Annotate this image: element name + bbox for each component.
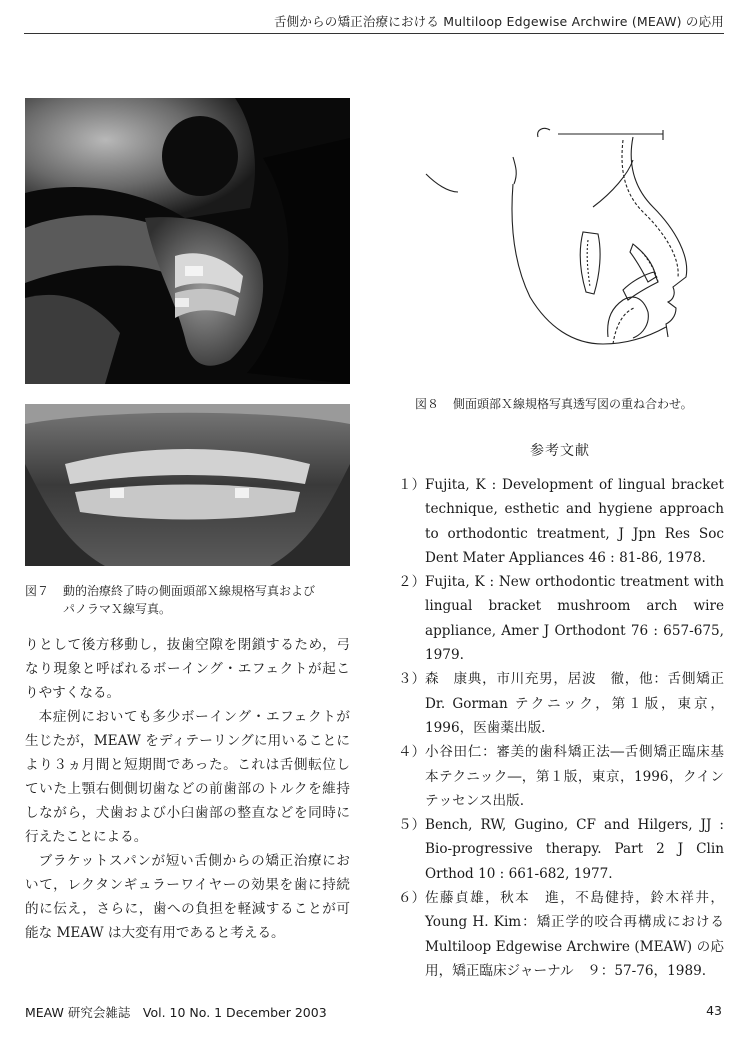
reference-number: １）: [398, 477, 426, 493]
figure8-caption-text: 側面頭部Ｘ線規格写真透写図の重ね合わせ。: [453, 397, 693, 411]
reference-item: [398, 667, 724, 740]
figure7-number: 図７: [25, 584, 50, 598]
reference-text: 佐藤貞雄，秋本 進，不島健持，鈴木祥井，Young H. Kim：矯正学的咬合再構成における Multiloop Edgewise Archwire (MEAW) の応用，矯正臨床ジャーナル ９：57-76，1989.: [425, 890, 724, 979]
figure7-caption: [25, 582, 355, 618]
reference-number: ５）: [398, 817, 426, 834]
reference-number: ４）: [398, 744, 426, 761]
reference-text: Fujita, K : Development of lingual bracket technique, esthetic and hygiene approach to orthodontic treatment, J Jpn Res Soc Dent Mater Appliances 46 : 81-86, 1978.: [425, 477, 724, 566]
reference-text: Fujita, K : New orthodontic treatment with lingual bracket mushroom arch wire appliance, Amer J Orthodont 76 : 657-675, 1979.: [425, 574, 724, 664]
references-list: [398, 473, 724, 983]
footer-journal: MEAW 研究会雑誌 Vol. 10 No. 1 December 2003: [25, 1005, 327, 1020]
reference-number: ２）: [398, 574, 426, 591]
reference-number: ３）: [398, 671, 426, 688]
references-heading: 参考文献: [530, 443, 590, 459]
reference-item: [398, 813, 724, 886]
figure8-number: 図８: [415, 397, 440, 411]
body-paragraph: ブラケットスパンが短い舌側からの矯正治療において，レクタンギュラーワイヤーの効果を歯に持続的に伝え，さらに，歯への負担を軽減することが可能な MEAW は大変有用であると考える。: [25, 853, 350, 941]
reference-text: 小谷田仁：審美的歯科矯正法―舌側矯正臨床基本テクニック―，第１版，東京，1996，クインテッセンス出版.: [425, 744, 724, 809]
body-text: [25, 633, 350, 945]
reference-item: [398, 570, 724, 667]
reference-number: ６）: [398, 890, 426, 907]
body-paragraph: 本症例においても多少ボーイング・エフェクトが生じたが，MEAW をディテーリングに用いることにより３ヵ月間と短期間であった。これは舌側転位していた上顎右側側切歯などの前歯部のトルクを維持しながら，犬歯および小臼歯部の整直などを同時に行えたことによる。: [25, 709, 350, 845]
running-header: 舌側からの矯正治療における Multiloop Edgewise Archwire (MEAW) の応用: [273, 14, 724, 29]
reference-text: 森 康典，市川充男，居波 徹，他：舌側矯正 Dr. Gorman テクニック，第１版，東京，1996，医歯薬出版.: [425, 671, 724, 736]
figure8-caption: [415, 395, 735, 412]
panoramic-radiograph: [25, 404, 350, 566]
figure7-caption-line1: 動的治療終了時の側面頭部Ｘ線規格写真および: [63, 584, 316, 598]
page-number: 43: [706, 1003, 722, 1018]
figure7-caption-line2: パノラマＸ線写真。: [63, 602, 172, 616]
reference-item: [398, 886, 724, 983]
body-paragraph: りとして後方移動し，抜歯空隙を閉鎖するため，弓なり現象と呼ばれるボーイング・エフェクトが起こりやすくなる。: [25, 637, 350, 701]
cephalometric-tracing: [418, 112, 718, 372]
reference-text: Bench, RW, Gugino, CF and Hilgers, JJ : Bio-progressive therapy. Part 2 J Clin Orthod 10 : 661-682, 1977.: [425, 817, 724, 882]
reference-item: [398, 740, 724, 813]
header-rule: [24, 33, 724, 34]
reference-item: [398, 473, 724, 570]
cephalometric-radiograph: [25, 98, 350, 384]
